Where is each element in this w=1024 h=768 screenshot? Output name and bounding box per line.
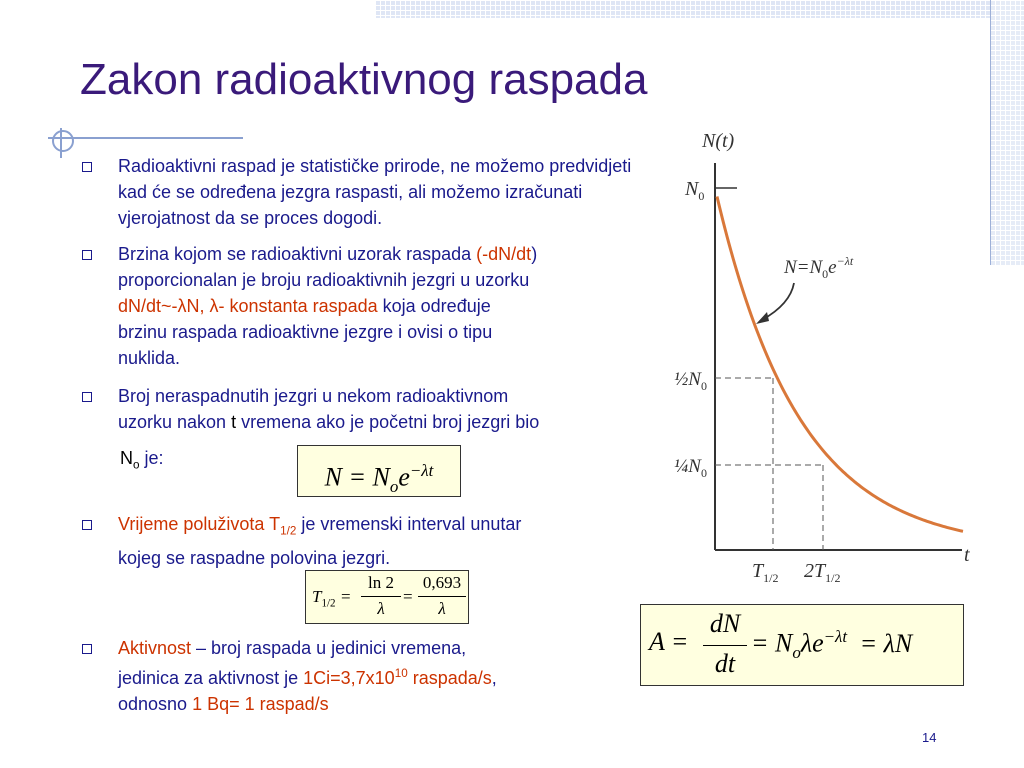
bullet-4-part: je vremenski interval unutar [296, 514, 522, 534]
graph-quarter-label: $\frac{1}{4}N_0$ [674, 456, 707, 480]
bullet-2-highlight: (-dN/dt [476, 244, 532, 264]
bullet-3-part: je: [139, 448, 164, 468]
title-underline [48, 137, 243, 139]
graph-2T-label: $2T_{1/2}$ [804, 560, 841, 585]
formula-part: N = N [324, 462, 390, 492]
bullet-4-part: kojeg se raspadne polovina jezgri. [118, 547, 391, 568]
bullet-1-text: Radioaktivni raspad je statističke prirode, ne možemo predvidjeti kad će se određena jezgra raspasti, ali možemo izračunati vjerojatnost da se proces dogodi. [118, 156, 632, 228]
formula-numerator: ln 2 [368, 573, 394, 592]
formula-sup: −λt [409, 461, 434, 480]
bullet-5-sup: 10 [394, 667, 408, 680]
bullet-3-text [118, 383, 678, 435]
formula-denominator: λ [438, 599, 446, 618]
bullet-5-highlight: 1Ci=3,7x10 [303, 668, 395, 688]
formula-part: = λN [859, 628, 913, 658]
graph-y-label: N(t) [702, 130, 735, 152]
bullet-2-part: koja određuje [377, 296, 491, 316]
formula-part: = N [751, 628, 793, 658]
graph-x-label: t [964, 544, 970, 566]
graph-n0-label: $N_0$ [685, 178, 705, 203]
bullet-2-part: Brzina kojom se radioaktivni uzorak raspada [118, 244, 477, 264]
bullet-5-highlight: raspada/s [407, 668, 492, 688]
title-ornament-circle [52, 130, 74, 152]
bullet-5-part: , [491, 668, 497, 688]
bullet-3-sub: o [133, 458, 140, 472]
formula-denominator: dt [714, 649, 736, 678]
bullet-3-var: N [120, 448, 133, 468]
page-number: 14 [922, 730, 937, 745]
graph-T-label: $T_{1/2}$ [752, 560, 779, 585]
title-ornament-line [60, 128, 62, 158]
bullet-5-part: jedinica za aktivnost je [118, 668, 304, 688]
slide-title: Zakon radioaktivnog raspada [80, 55, 648, 104]
bullet-2-highlight: dN/dt~-λN, λ- konstanta raspada [118, 296, 378, 316]
graph-curve-label: $N=N_0e^{-\lambda t}$ [784, 254, 854, 281]
decay-formula [297, 445, 461, 497]
activity-formula [640, 604, 964, 686]
formula-sub: 1/2 [321, 597, 336, 610]
formula-sup: −λt [823, 627, 848, 646]
bullet-2-part: proporcionalan je broju radioaktivnih jezgri u uzorku [118, 270, 530, 290]
formula-sub: o [389, 476, 399, 496]
bullet-3-no [120, 445, 164, 479]
bullet-5-part: – broj raspada u jedinici vremena, [191, 638, 467, 658]
bullet-5-part: odnosno [118, 694, 193, 714]
formula-numerator: 0,693 [422, 573, 462, 592]
bullet-4-sub: 1/2 [280, 524, 297, 538]
bullet-5-highlight: Aktivnost [118, 638, 192, 658]
formula-part: T [312, 587, 322, 606]
bullet-2-part: brzinu raspada radioaktivne jezgre i ovisi o tipu [118, 322, 493, 342]
bullet-5-highlight: 1 Bq= 1 raspad/s [192, 694, 329, 714]
bullet-3-part: Broj neraspadnutih jezgri u nekom radioaktivnom [118, 386, 509, 406]
formula-part: e [398, 462, 410, 492]
side-decoration-line [990, 0, 991, 265]
formula-part: A = [649, 627, 689, 656]
formula-numerator: dN [709, 609, 741, 638]
bullet-3-part: uzorku nakon [118, 412, 232, 432]
bullet-3-part: vremena ako je početni broj jezgri bio [236, 412, 540, 432]
bullet-2-part: nuklida. [118, 348, 181, 368]
decay-graph [672, 125, 984, 595]
halflife-formula: $T_{1/2}$ = ln 2 λ = 0,693 λ [305, 570, 469, 624]
bullet-4-highlight: Vrijeme poluživota T [118, 514, 281, 534]
header-decoration [375, 0, 1024, 18]
bullet-5-text [118, 635, 638, 717]
bullet-3-var: t [231, 412, 237, 432]
bullet-2-text [118, 241, 678, 371]
bullet-2-part: ) [531, 244, 538, 264]
side-decoration [990, 0, 1024, 265]
graph-half-label: $\frac{1}{2}N_0$ [674, 369, 707, 393]
formula-denominator: λ [377, 599, 385, 618]
formula-part: λe [800, 628, 824, 658]
bullet-4-text [118, 511, 678, 571]
formula-sub: o [792, 642, 801, 662]
